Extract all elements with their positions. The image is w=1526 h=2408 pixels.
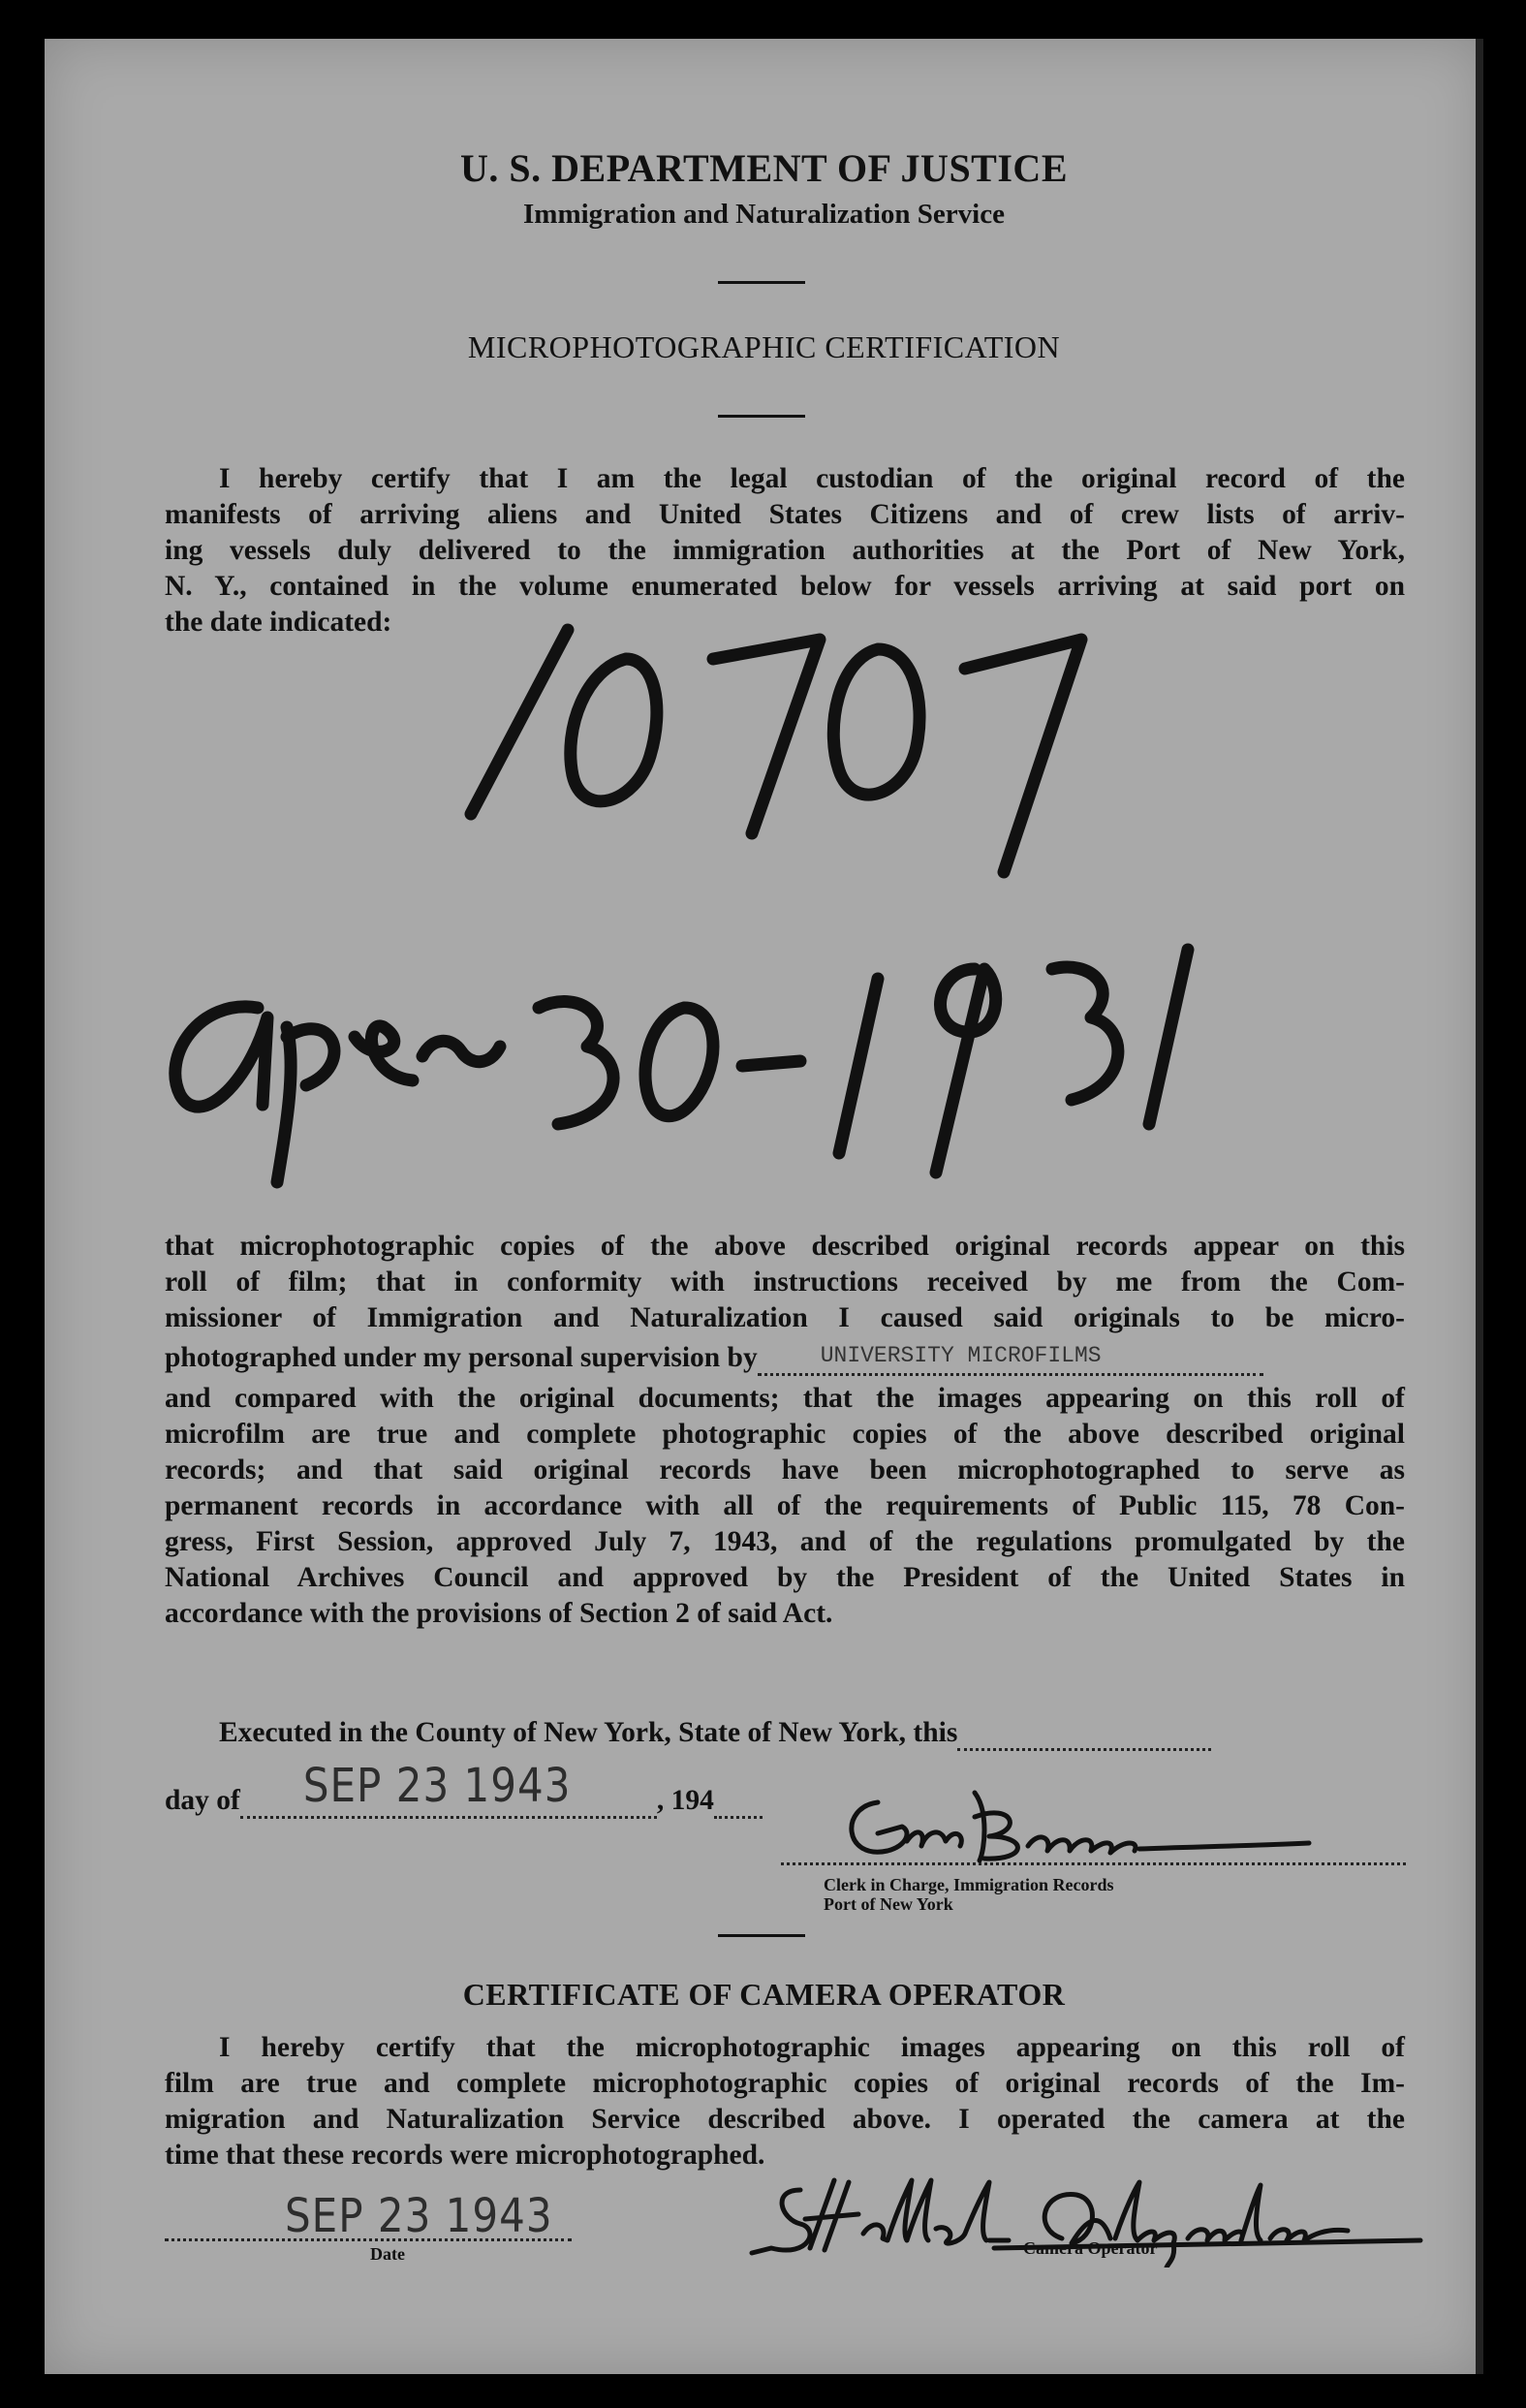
paragraph-line: migration and Naturalization Service described above. I operated the camera at the: [165, 2104, 1405, 2135]
filmed-by-field: [758, 1344, 1263, 1376]
day-of-line: [165, 1758, 843, 1819]
paragraph-line: and compared with the original documents; that the images appearing on this roll of: [165, 1383, 1405, 1414]
handwritten-date: [175, 950, 1188, 1182]
paragraph-line: microfilm are true and complete photographic copies of the above described original: [165, 1419, 1405, 1450]
paragraph-line: [165, 1336, 1405, 1381]
paragraph-line: missioner of Immigration and Naturalization I caused said originals to be micro-: [165, 1302, 1405, 1333]
department-heading: U. S. DEPARTMENT OF JUSTICE: [460, 146, 1068, 190]
clerk-title: [824, 1875, 1113, 1914]
divider: [718, 281, 805, 284]
certification-paragraph: [165, 1229, 1405, 1632]
date-label: Date: [370, 2244, 405, 2264]
execution-line: [219, 1715, 1405, 1751]
paragraph-line: ing vessels duly delivered to the immigration authorities at the Port of New York,: [165, 535, 1405, 566]
year-prefix: , 194: [656, 1785, 714, 1816]
paragraph-line: N. Y., contained in the volume enumerated below for vessels arriving at said port on: [165, 571, 1405, 602]
paragraph-line: National Archives Council and approved by the President of the United States in: [165, 1562, 1405, 1593]
paragraph-line: I hereby certify that I am the legal custodian of the original record of the: [219, 463, 1405, 494]
clerk-port-line: Port of New York: [824, 1894, 953, 1914]
date-stamp: SEP 23 1943: [302, 1758, 572, 1813]
execution-blank: [957, 1721, 1211, 1751]
execution-text: Executed in the County of New York, State of New York, this: [219, 1717, 958, 1748]
paragraph-line: time that these records were microphotographed.: [165, 2140, 765, 2171]
handwritten-volume-date: [45, 581, 1483, 1221]
camera-paragraph: [165, 2030, 1405, 2173]
paragraph-line: film are true and complete microphotographic copies of original records of the Im-: [165, 2068, 1405, 2099]
year-blank: [714, 1789, 763, 1819]
camera-date-stamp: SEP 23 1943: [285, 2188, 553, 2243]
day-of-field: [240, 1758, 657, 1819]
paragraph-line: accordance with the provisions of Section 2 of said Act.: [165, 1598, 833, 1629]
paragraph-line: records; and that said original records have been microphotographed to serve as: [165, 1454, 1405, 1485]
certificate-sheet: [45, 39, 1483, 2374]
filmed-by-value: UNIVERSITY MICROFILMS: [820, 1343, 1102, 1368]
paragraph-line: gress, First Session, approved July 7, 1943, and of the regulations promulgated by the: [165, 1526, 1405, 1557]
certification-title: MICROPHOTOGRAPHIC CERTIFICATION: [467, 329, 1061, 364]
service-subheading: Immigration and Naturalization Service: [523, 199, 1005, 230]
handwritten-volume-number: [471, 630, 1081, 872]
clerk-title-line: Clerk in Charge, Immigration Records: [824, 1875, 1114, 1894]
paragraph-line: roll of film; that in conformity with instructions received by me from the Com-: [165, 1267, 1405, 1298]
camera-certificate-title: CERTIFICATE OF CAMERA OPERATOR: [462, 1977, 1066, 2012]
paragraph-line: I hereby certify that the microphotographic images appearing on this roll of: [219, 2032, 1405, 2063]
paragraph-line: that microphotographic copies of the above described original records appear on this: [165, 1231, 1405, 1262]
paragraph-line: permanent records in accordance with all of the requirements of Public 115, 78 Con-: [165, 1490, 1405, 1521]
day-of-label: day of: [165, 1785, 240, 1816]
divider: [718, 415, 805, 418]
paragraph-line: the date indicated:: [165, 607, 392, 638]
paragraph-line: manifests of arriving aliens and United States Citizens and of crew lists of arriv-: [165, 499, 1405, 530]
camera-operator-label: Camera Operator: [1023, 2238, 1158, 2258]
signature-line: [781, 1861, 1406, 1865]
supervision-label: photographed under my personal supervision by: [165, 1342, 758, 1373]
divider: [718, 1934, 805, 1937]
